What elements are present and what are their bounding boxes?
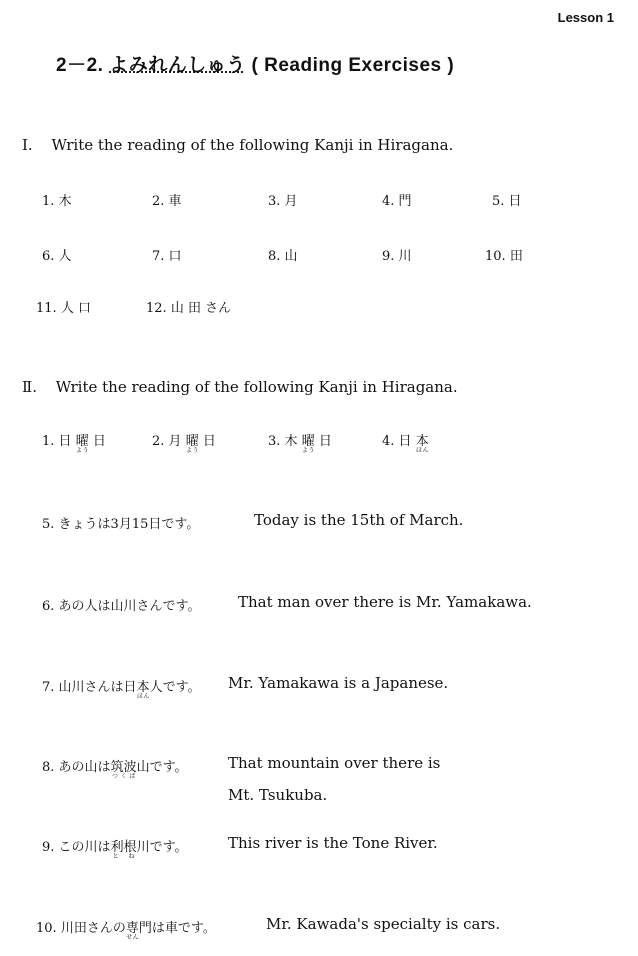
sentence-translation: Mr. Yamakawa is a Japanese. xyxy=(228,674,449,692)
day-item: 1. 日 曜よう 日 xyxy=(42,434,106,454)
kanji-item: 4. 門 xyxy=(382,194,412,209)
sentence-item: 5. きょうは3月15日です。 xyxy=(42,517,200,532)
sentence-translation: That man over there is Mr. Yamakawa. xyxy=(238,593,532,611)
title-english: ( Reading Exercises ) xyxy=(251,55,455,76)
sentence-translation: That mountain over there is xyxy=(228,754,441,772)
title-kana: よみれんしゅう xyxy=(109,55,246,76)
sentence-translation: Mr. Kawada's specialty is cars. xyxy=(266,915,501,933)
kanji-item: 11. 人 口 xyxy=(36,301,91,316)
section-2-heading xyxy=(22,378,458,396)
kanji-item: 8. 山 xyxy=(268,249,298,264)
section-1-instruction: Write the reading of the following Kanji in Hiragana. xyxy=(51,136,454,154)
sentence-item: 7. 山川さんは日本ほん人です。 xyxy=(42,680,201,700)
title-number: 2－2. xyxy=(56,55,104,76)
sentence-item: 6. あの人は山川さんです。 xyxy=(42,599,201,614)
kanji-item: 12. 山 田 さん xyxy=(146,301,232,316)
section-1-heading xyxy=(22,136,453,154)
sentence-item: 9. この川は利根と ね川です。 xyxy=(42,840,188,860)
kanji-item: 10. 田 xyxy=(485,249,523,264)
section-1-label: Ⅰ. xyxy=(22,136,33,154)
page-title xyxy=(56,50,454,77)
kanji-item: 6. 人 xyxy=(42,249,72,264)
kanji-item: 2. 車 xyxy=(152,194,182,209)
day-item: 3. 木 曜よう 日 xyxy=(268,434,332,454)
kanji-item: 3. 月 xyxy=(268,194,298,209)
sentence-translation-continued: Mt. Tsukuba. xyxy=(228,786,328,804)
sentence-translation: This river is the Tone River. xyxy=(228,834,438,852)
kanji-item: 9. 川 xyxy=(382,249,412,264)
section-2-label: Ⅱ. xyxy=(22,378,37,396)
section-2-instruction: Write the reading of the following Kanji in Hiragana. xyxy=(55,378,458,396)
lesson-label: Lesson 1 xyxy=(557,10,614,25)
sentence-item: 10. 川田さんの専せん門は車です。 xyxy=(36,921,216,941)
kanji-item: 7. 口 xyxy=(152,249,182,264)
day-item: 4. 日 本ほん xyxy=(382,434,429,454)
kanji-item: 1. 木 xyxy=(42,194,72,209)
day-item: 2. 月 曜よう 日 xyxy=(152,434,216,454)
sentence-translation: Today is the 15th of March. xyxy=(254,511,464,529)
kanji-item: 5. 日 xyxy=(492,194,522,209)
sentence-item: 8. あの山は筑波つくば山です。 xyxy=(42,760,188,780)
